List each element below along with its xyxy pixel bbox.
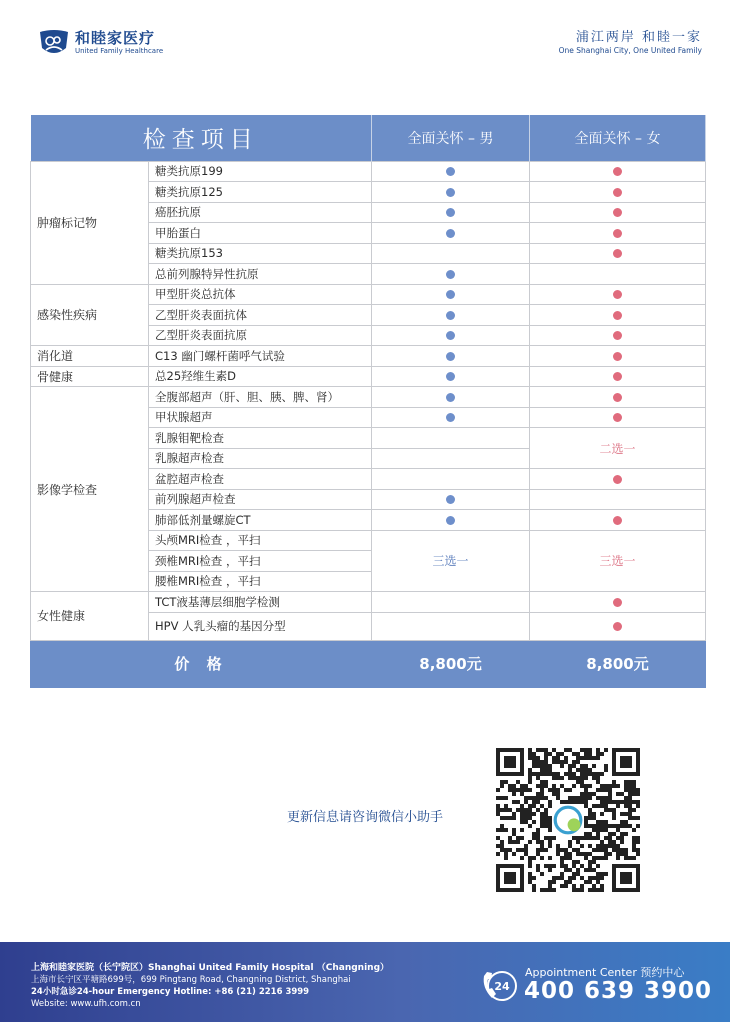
- female-included-dot: [613, 229, 622, 238]
- male-included-dot: [446, 290, 455, 299]
- item-name: 腰椎MRI检查 ，平扫: [149, 571, 372, 592]
- item-name: 甲型肝炎总抗体: [149, 284, 372, 305]
- category-digestive: 消化道: [31, 346, 149, 367]
- female-included-dot: [613, 290, 622, 299]
- male-cell: [372, 346, 530, 367]
- item-name: 总25羟维生素D: [149, 366, 372, 387]
- item-name: 糖类抗原199: [149, 161, 372, 182]
- female-included-dot: [613, 331, 622, 340]
- item-name: 盆腔超声检查: [149, 469, 372, 490]
- item-name: 肺部低剂量螺旋CT: [149, 510, 372, 531]
- choice2-label-female: 二选一: [599, 441, 636, 456]
- male-cell: [372, 407, 530, 428]
- female-included-dot: [613, 352, 622, 361]
- price-label: 价 格: [31, 640, 372, 687]
- female-cell: [530, 407, 706, 428]
- female-cell: [530, 346, 706, 367]
- female-cell: [530, 284, 706, 305]
- male-cell: [372, 305, 530, 326]
- female-cell: [530, 366, 706, 387]
- item-name: 甲胎蛋白: [149, 223, 372, 244]
- female-included-dot: [613, 516, 622, 525]
- price-male: 8,800元: [372, 640, 530, 687]
- female-choice3-cell: [530, 530, 706, 592]
- male-included-dot: [446, 270, 455, 279]
- female-choice2-cell: [530, 428, 706, 469]
- female-cell: [530, 161, 706, 182]
- female-included-dot: [613, 208, 622, 217]
- male-included-dot: [446, 229, 455, 238]
- table-row: [31, 284, 706, 305]
- item-name: 颈椎MRI检查 ，平扫: [149, 551, 372, 572]
- item-name: 总前列腺特异性抗原: [149, 264, 372, 285]
- appointment-label: Appointment Center 预约中心: [525, 966, 685, 979]
- item-name: 全腹部超声（肝、胆、胰、脾、肾）: [149, 387, 372, 408]
- female-cell: [530, 243, 706, 264]
- col-header-male: 全面关怀 – 男: [372, 115, 530, 161]
- male-choice3-cell: [372, 530, 530, 592]
- male-cell: [372, 387, 530, 408]
- female-cell: [530, 305, 706, 326]
- item-name: 头颅MRI检查 ，平扫: [149, 530, 372, 551]
- male-cell: [372, 469, 530, 490]
- table-row: [31, 387, 706, 408]
- female-included-dot: [613, 598, 622, 607]
- female-cell: [530, 202, 706, 223]
- hospital-address: 上海市长宁区平塘路699号，699 Pingtang Road, Changning District, Shanghai: [31, 975, 351, 985]
- male-cell: [372, 510, 530, 531]
- item-name: 乳腺钼靶检查: [149, 428, 372, 449]
- category-infection: 感染性疾病: [31, 284, 149, 346]
- hospital-name: 上海和睦家医院（长宁院区）Shanghai United Family Hospital （Changning）: [31, 963, 390, 973]
- emergency-hotline[interactable]: 24小时急诊24-hour Emergency Hotline: +86 (21) 2216 3999: [31, 987, 310, 997]
- wechat-note: 更新信息请咨询微信小助手: [287, 810, 444, 825]
- female-included-dot: [613, 413, 622, 422]
- female-cell: [530, 264, 706, 285]
- male-cell: [372, 264, 530, 285]
- female-cell: [530, 387, 706, 408]
- table-row: [31, 592, 706, 613]
- female-cell: [530, 510, 706, 531]
- male-cell: [372, 182, 530, 203]
- male-included-dot: [446, 331, 455, 340]
- category-bone: 骨健康: [31, 366, 149, 387]
- female-cell: [530, 182, 706, 203]
- item-name: 甲状腺超声: [149, 407, 372, 428]
- male-included-dot: [446, 311, 455, 320]
- female-included-dot: [613, 249, 622, 258]
- qr-code-icon[interactable]: [496, 748, 640, 892]
- female-cell: [530, 325, 706, 346]
- male-included-dot: [446, 516, 455, 525]
- item-name: 前列腺超声检查: [149, 489, 372, 510]
- checkup-table: [30, 115, 705, 688]
- website-link[interactable]: Website: www.ufh.com.cn: [31, 999, 141, 1009]
- female-cell: [530, 592, 706, 613]
- choice3-label-male: 三选一: [432, 554, 469, 569]
- female-included-dot: [613, 475, 622, 484]
- appointment-phone[interactable]: 400 639 3900: [524, 978, 713, 1004]
- female-cell: [530, 489, 706, 510]
- female-included-dot: [613, 188, 622, 197]
- male-included-dot: [446, 413, 455, 422]
- male-included-dot: [446, 495, 455, 504]
- table-header-row: [31, 115, 706, 161]
- choice3-label-female: 三选一: [599, 554, 636, 569]
- male-cell: [372, 592, 530, 613]
- male-included-dot: [446, 167, 455, 176]
- male-cell: [372, 489, 530, 510]
- table-row: [31, 346, 706, 367]
- item-name: 癌胚抗原: [149, 202, 372, 223]
- item-name: 乙型肝炎表面抗原: [149, 325, 372, 346]
- male-cell: [372, 161, 530, 182]
- male-cell: [372, 223, 530, 244]
- male-cell: [372, 284, 530, 305]
- phone-24-icon: [480, 966, 518, 1004]
- price-row: [31, 640, 706, 687]
- female-cell: [530, 469, 706, 490]
- male-included-dot: [446, 188, 455, 197]
- item-name: TCT液基薄层细胞学检测: [149, 592, 372, 613]
- item-name: 乳腺超声检查: [149, 448, 372, 469]
- item-name: 糖类抗原125: [149, 182, 372, 203]
- footer-info: [31, 962, 389, 1010]
- male-cell: [372, 366, 530, 387]
- slogan-cn: 浦江两岸 和睦一家: [575, 30, 702, 45]
- family-logo-icon: [38, 28, 70, 58]
- category-female: 女性健康: [31, 592, 149, 641]
- male-cell: [372, 448, 530, 469]
- male-cell: [372, 612, 530, 640]
- price-female: 8,800元: [530, 640, 706, 687]
- female-included-dot: [613, 372, 622, 381]
- male-included-dot: [446, 352, 455, 361]
- slogan: [559, 30, 702, 56]
- category-imaging: 影像学检查: [31, 387, 149, 592]
- female-cell: [530, 223, 706, 244]
- item-name: 乙型肝炎表面抗体: [149, 305, 372, 326]
- item-name: HPV 人乳头瘤的基因分型: [149, 612, 372, 640]
- male-included-dot: [446, 372, 455, 381]
- table-row: [31, 366, 706, 387]
- male-cell: [372, 202, 530, 223]
- footer: [0, 942, 730, 1022]
- male-cell: [372, 243, 530, 264]
- logo-cn-text: 和睦家医疗: [75, 29, 156, 47]
- female-included-dot: [613, 311, 622, 320]
- badge-24-text: 24: [494, 980, 510, 993]
- table-row: [31, 161, 706, 182]
- slogan-en: One Shanghai City, One United Family: [558, 46, 702, 55]
- item-name: C13 幽门螺杆菌呼气试验: [149, 346, 372, 367]
- male-included-dot: [446, 208, 455, 217]
- brand-logo: [38, 28, 163, 58]
- col-header-item: 检查项目: [31, 115, 372, 161]
- female-cell: [530, 612, 706, 640]
- category-tumor: 肿瘤标记物: [31, 161, 149, 284]
- item-name: 糖类抗原153: [149, 243, 372, 264]
- male-cell: [372, 325, 530, 346]
- female-included-dot: [613, 167, 622, 176]
- female-included-dot: [613, 622, 622, 631]
- male-cell: [372, 428, 530, 449]
- male-included-dot: [446, 393, 455, 402]
- logo-en-text: United Family Healthcare: [75, 47, 164, 55]
- col-header-female: 全面关怀 – 女: [530, 115, 706, 161]
- female-included-dot: [613, 393, 622, 402]
